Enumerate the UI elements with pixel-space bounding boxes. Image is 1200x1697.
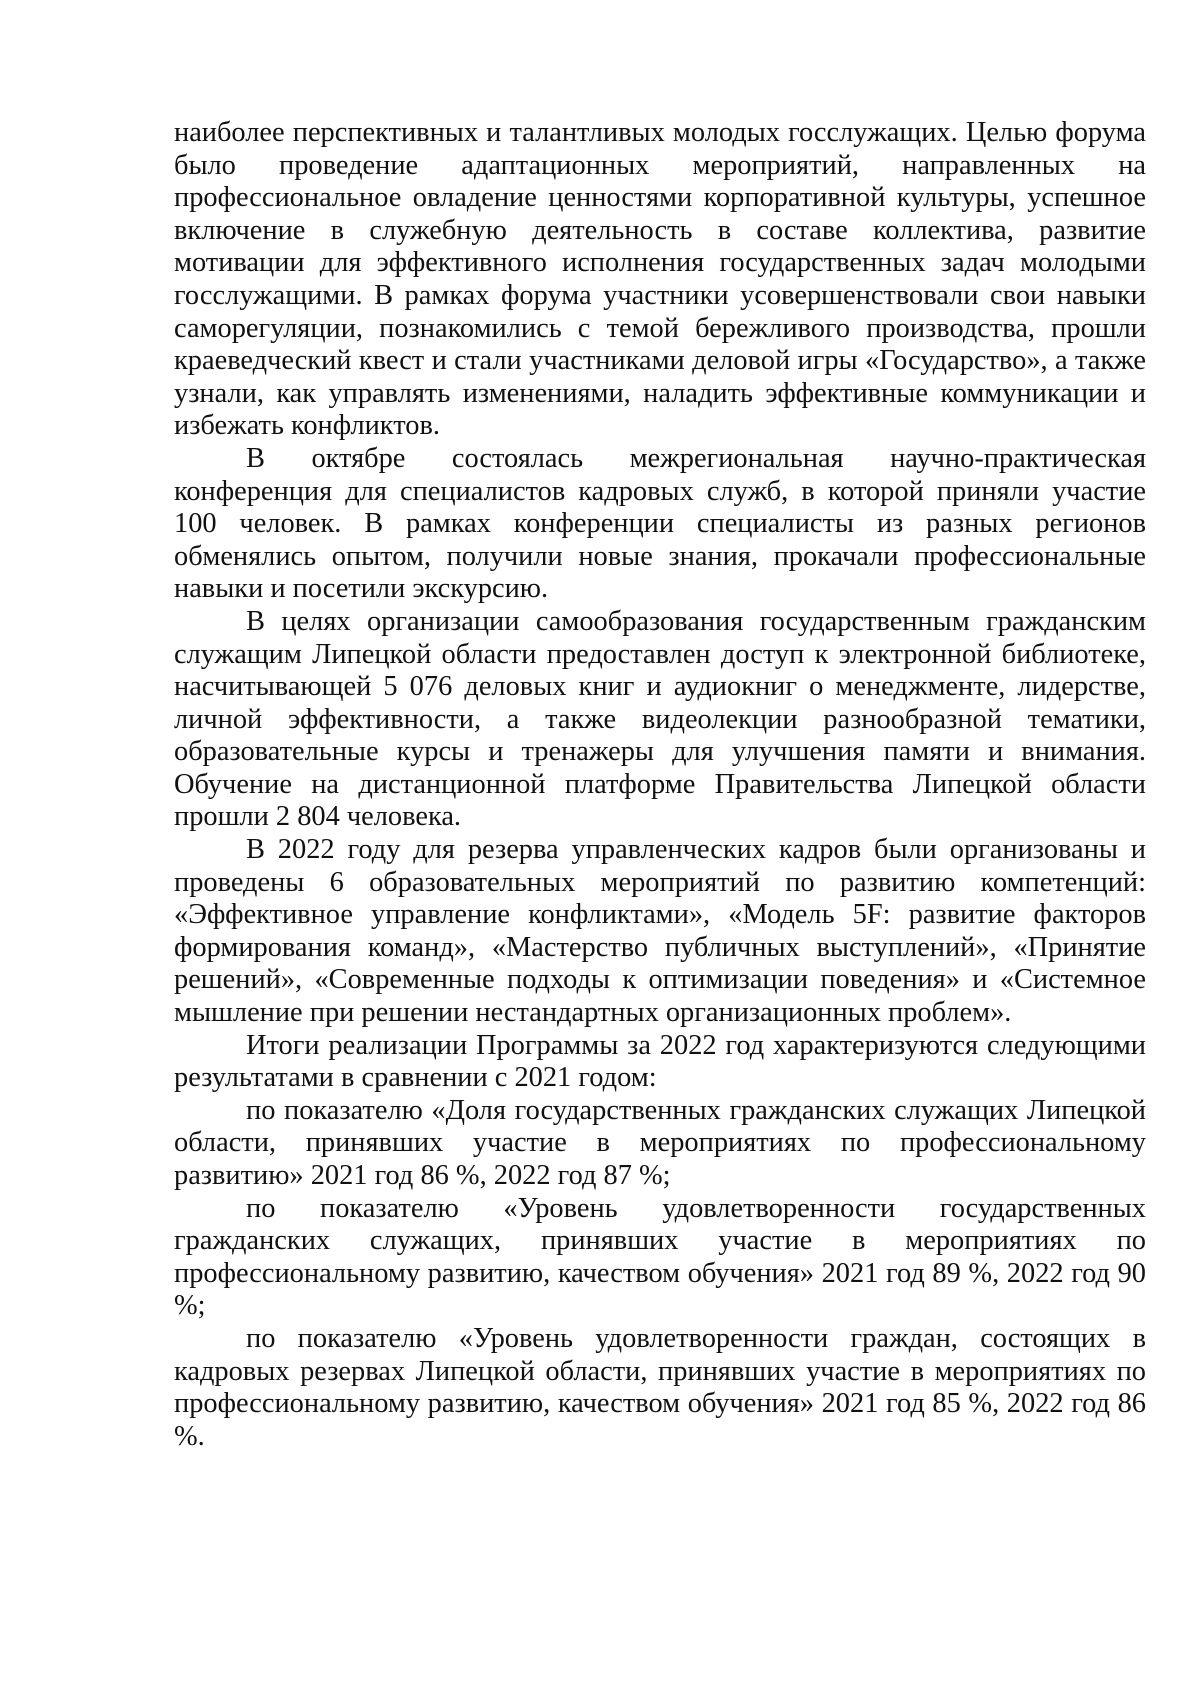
paragraph-forum-continuation: наиболее перспективных и талантливых молодых госслужащих. Целью форума было проведение адаптационных мероприятий, направленных на профессиональное овладение ценностями корпоративной культуры, успешное включение в служебную деятельность в составе коллектива, развитие мотивации для эффективного исполнения государственных задач молодыми госслужащими. В рамках форума участники усовершенствовали свои навыки саморегуляции, познакомились с темой бережливого производства, прошли краеведческий квест и стали участниками деловой игры «Государство», а также узнали, как управлять изменениями, наладить эффективные коммуникации и избежать конфликтов.	[174, 117, 1146, 442]
paragraph-indicator-share: по показателю «Доля государственных гражданских служащих Липецкой области, принявших участие в мероприятиях по профессиональному развитию» 2021 год 86 %, 2022 год 87 %;	[174, 1094, 1146, 1191]
paragraph-indicator-satisfaction-servants: по показателю «Уровень удовлетворенности государственных гражданских служащих, принявших участие в мероприятиях по профессиональному развитию, качеством обучения» 2021 год 89 %, 2022 год 90 %;	[174, 1192, 1146, 1322]
paragraph-results-intro: Итоги реализации Программы за 2022 год характеризуются следующими результатами в сравнении с 2021 годом:	[174, 1029, 1146, 1094]
paragraph-conference: В октябре состоялась межрегиональная научно-практическая конференция для специалистов кадровых служб, в которой приняли участие 100 человек. В рамках конференции специалисты из разных регионов обменялись опытом, получили новые знания, прокачали профессиональные навыки и посетили экскурсию.	[174, 442, 1146, 605]
document-body	[174, 117, 1146, 1453]
paragraph-self-education: В целях организации самообразования государственным гражданским служащим Липецкой области предоставлен доступ к электронной библиотеке, насчитывающей 5 076 деловых книг и аудиокниг о менеджменте, лидерстве, личной эффективности, а также видеолекции разнообразной тематики, образовательные курсы и тренажеры для улучшения памяти и внимания. Обучение на дистанционной платформе Правительства Липецкой области прошли 2 804 человека.	[174, 605, 1146, 833]
paragraph-indicator-satisfaction-reserve: по показателю «Уровень удовлетворенности граждан, состоящих в кадровых резервах Липецкой области, принявших участие в мероприятиях по профессиональному развитию, качеством обучения» 2021 год 85 %, 2022 год 86 %.	[174, 1322, 1146, 1452]
paragraph-reserve-training: В 2022 году для резерва управленческих кадров были организованы и проведены 6 образовательных мероприятий по развитию компетенций: «Эффективное управление конфликтами», «Модель 5F: развитие факторов формирования команд», «Мастерство публичных выступлений», «Принятие решений», «Современные подходы к оптимизации поведения» и «Системное мышление при решении нестандартных организационных проблем».	[174, 834, 1146, 1029]
